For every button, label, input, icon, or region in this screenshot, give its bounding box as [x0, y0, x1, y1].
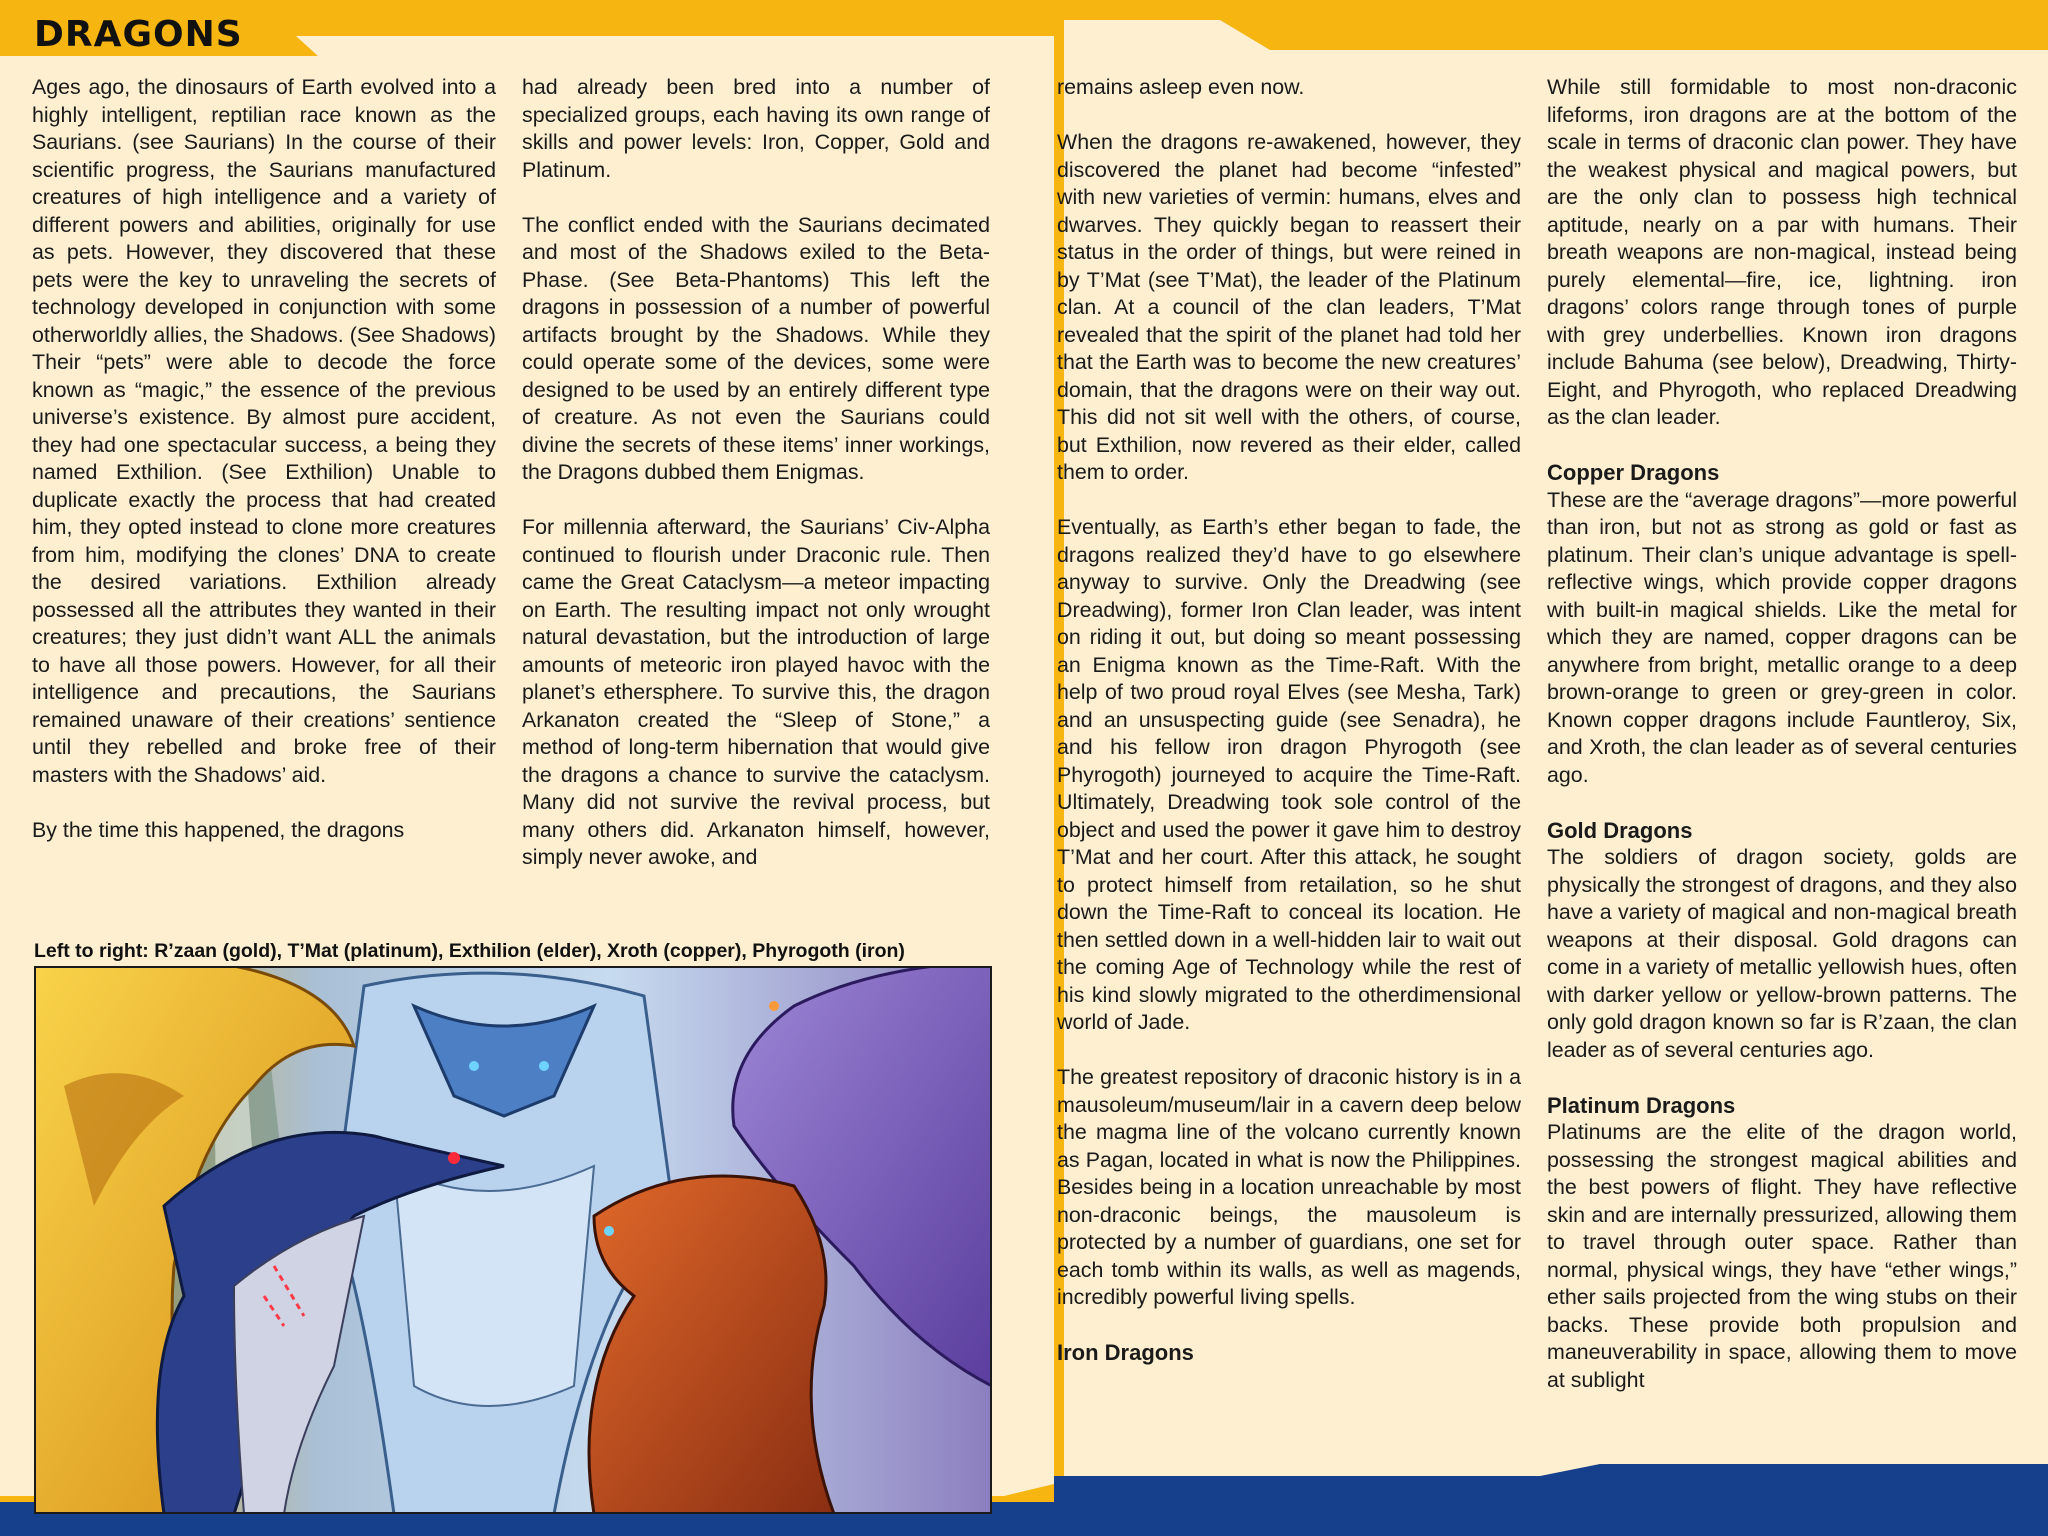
paragraph-eventually: Eventually, as Earth’s ether began to fade, the dragons realized they’d have to go elsewhere anyway to survive. Only the Dreadwing (see Dreadwing), former Iron Clan leader, was intent on riding it out, but doing so meant possessing an Enigma known as the Time-Raft. With the help of two proud royal Elves (see Mesha, Tark) and an unsuspecting guide (see Senadra), he and his fellow iron dragon Phyrogoth (see Phyrogoth) journeyed to acquire the Time-Raft. Ultimately, Dreadwing took sole control of the object and used the power it gave him to destroy T’Mat and her court. After this attack, he sought to protect himself from retailation, so he shut down the Time-Raft to conceal its location. He then settled down in a well-hidden lair to wait out the coming Age of Technology while the rest of his kind slowly migrated to the otherdimensional world of Jade.: [1057, 515, 1521, 1034]
heading-iron-dragons: Iron Dragons: [1057, 1340, 1194, 1365]
heading-gold-dragons: Gold Dragons: [1547, 817, 1693, 843]
paragraph-repository: The greatest repository of draconic history is in a mausoleum/museum/lair in a cavern deep below the magma line of the volcano currently known as Pagan, located in what is now the Philippines. Besides being in a location unreachable by most non-draconic beings, the mausoleum is protected by a number of guardians, one set for each tomb within its walls, as well as magends, incredibly powerful living spells.: [1057, 1065, 1521, 1309]
heading-copper-dragons: Copper Dragons: [1547, 460, 1720, 485]
text-column-2: [522, 74, 990, 872]
text-column-3: [1057, 74, 1521, 1367]
paragraph-platinum-dragons: Platinums are the elite of the dragon world, possessing the strongest magical abilities and the best powers of flight. They have reflective skin and are internally pressurized, allowing them to travel through outer space. Rather than normal, physical wings, they have “ether wings,” ether sails projected from the wing stubs on their backs. These provide both propulsion and maneuverability in space, allowing them to move at sublight: [1547, 1120, 2017, 1392]
paragraph-millennia: For millennia afterward, the Saurians’ Civ-Alpha continued to flourish under Draconic rule. Then came the Great Cataclysm—a meteor impacting on Earth. The resulting impact not only wrought natural devastation, but the introduction of large amounts of meteoric iron played havoc with the planet’s ethersphere. To survive this, the dragon Arkanaton created the “Sleep of Stone,” a method of long-term hibernation that would give the dragons a chance to survive the cataclysm. Many did not survive the revival process, but many others did. Arkanaton himself, however, simply never awoke, and: [522, 515, 990, 869]
paragraph-specialized-groups: had already been bred into a number of specialized groups, each having its own range of skills and power levels: Iron, Copper, Gold and Platinum.: [522, 75, 990, 182]
paragraph-reawakened: When the dragons re-awakened, however, they discovered the planet had become “infested” with new varieties of vermin: humans, elves and dwarves. They quickly began to reassert their status in the order of things, but were reined in by T’Mat (see T’Mat), the leader of the Platinum clan. At a council of the clan leaders, T’Mat revealed that the spirit of the planet had told her that the Earth was to become the new creatures’ domain, that the dragons were on their way out. This did not sit well with the others, of course, but Exthilion, now revered as their elder, called them to order.: [1057, 130, 1521, 484]
intro-paragraph: Ages ago, the dinosaurs of Earth evolved into a highly intelligent, reptilian race known as the Saurians. (see Saurians) In the course of their scientific progress, the Saurians manufactured creatures of high intelligence and a variety of different powers and abilities, originally for use as pets. However, they discovered that these pets were the key to unraveling the secrets of technology developed in conjunction with some otherworldly allies, the Shadows. (See Shadows) Their “pets” were able to decode the force known as “magic,” the essence of the previous universe’s existence. By almost pure accident, they had one spectacular success, a being they named Exthilion. (See Exthilion) Unable to duplicate exactly the process that had created him, they opted instead to clone more creatures from him, modifying the clones’ DNA to create the desired variations. Exthilion already possessed all the attributes they wanted in their creatures; they just didn’t want ALL the animals to have all those powers. However, for all their intelligence and precautions, the Saurians remained unaware of their creations’ sentience until they rebelled and broke free of their masters with the Shadows’ aid.: [32, 75, 496, 787]
text-column-1: [32, 74, 496, 844]
paragraph-iron-dragons: While still formidable to most non-draconic lifeforms, iron dragons are at the bottom of the scale in terms of draconic clan power. They have the weakest physical and magical powers, but are the only clan to possess high technical aptitude, nearly on a par with humans. Their breath weapons are non-magical, instead being purely elemental—fire, ice, lightning. iron dragons’ colors range through tones of purple with grey underbellies. Known iron dragons include Bahuma (see below), Dreadwing, Thirty-Eight, and Phyrogoth, who replaced Dreadwing as the clan leader.: [1547, 75, 2017, 429]
dragons-illustration: [34, 966, 992, 1514]
paragraph-conflict: The conflict ended with the Saurians decimated and most of the Shadows exiled to the Beta-Phase. (See Beta-Phantoms) This left the dragons in possession of a number of powerful artifacts brought by the Shadows. While they could operate some of the devices, some were designed to be used by an entirely different type of creature. As not even the Saurians could divine the secrets of these items’ inner workings, the Dragons dubbed them Enigmas.: [522, 212, 990, 484]
text-column-4: [1547, 74, 2017, 1394]
paragraph-asleep: remains asleep even now.: [1057, 75, 1305, 99]
paragraph-gold-dragons: The soldiers of dragon society, golds are physically the strongest of dragons, and they also have a variety of magical and non-magical breath weapons at their disposal. Gold dragons can come in a variety of metallic yellowish hues, often with darker yellow or yellow-brown patterns. The only gold dragon known so far is R’zaan, the clan leader as of several centuries ago.: [1547, 845, 2017, 1062]
figure-caption: Left to right: R’zaan (gold), T’Mat (platinum), Exthilion (elder), Xroth (copper), Phyrogoth (iron): [34, 940, 905, 962]
paragraph-copper-dragons: These are the “average dragons”—more powerful than iron, but not as strong as gold or fast as platinum. Their clan’s unique advantage is spell-reflective wings, which provide copper dragons with built-in magical shields. Like the metal for which they are named, copper dragons can be anywhere from bright, metallic orange to a deep brown-orange to green or grey-green in color. Known copper dragons include Fauntleroy, Six, and Xroth, the clan leader as of several centuries ago.: [1547, 487, 2017, 787]
heading-platinum-dragons: Platinum Dragons: [1547, 1092, 1736, 1118]
paragraph-by-the-time: By the time this happened, the dragons: [32, 817, 405, 842]
page-title: DRAGONS: [34, 14, 243, 55]
